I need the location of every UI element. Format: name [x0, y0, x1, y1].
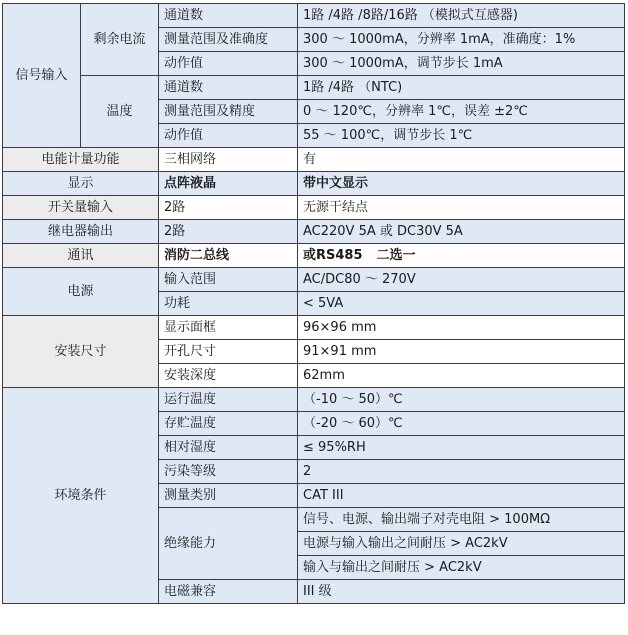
value-cell: 91×91 mm: [298, 340, 625, 364]
category-environment: 环境条件: [3, 388, 159, 604]
value-cell: CAT III: [298, 484, 625, 508]
param-cell: 开孔尺寸: [159, 340, 298, 364]
spec-table: [2, 3, 625, 604]
param-cell: 显示面框: [159, 316, 298, 340]
table-row: [3, 316, 625, 340]
category-relay-output: 继电器输出: [3, 220, 159, 244]
table-row: [3, 4, 625, 28]
value-cell: 300 ～ 1000mA，调节步长 1mA: [298, 52, 625, 76]
param-cell: 点阵液晶: [159, 172, 298, 196]
value-cell: （-10 ～ 50）℃: [298, 388, 625, 412]
param-cell: 污染等级: [159, 460, 298, 484]
value-cell: 信号、电源、输出端子对壳电阻 > 100MΩ: [298, 508, 625, 532]
value-cell: 300 ～ 1000mA，分辨率 1mA，准确度：1%: [298, 28, 625, 52]
value-cell: AC/DC80 ～ 270V: [298, 268, 625, 292]
value-cell: 55 ～ 100℃，调节步长 1℃: [298, 124, 625, 148]
value-cell: 输入与输出之间耐压 > AC2kV: [298, 556, 625, 580]
param-cell: 消防二总线: [159, 244, 298, 268]
value-option-b: 二选一: [376, 248, 416, 263]
value-cell: 电源与输入输出之间耐压 > AC2kV: [298, 532, 625, 556]
param-cell: 2路: [159, 196, 298, 220]
value-cell: 2: [298, 460, 625, 484]
table-row: [3, 148, 625, 172]
category-communication: 通讯: [3, 244, 159, 268]
value-cell: 带中文显示: [298, 172, 625, 196]
param-cell: 通道数: [159, 76, 298, 100]
value-cell: III 级: [298, 580, 625, 604]
param-cell: 功耗: [159, 292, 298, 316]
value-cell: 96×96 mm: [298, 316, 625, 340]
table-row: [3, 172, 625, 196]
param-cell: 运行温度: [159, 388, 298, 412]
value-cell: AC220V 5A 或 DC30V 5A: [298, 220, 625, 244]
value-cell: [298, 244, 625, 268]
param-cell: 存贮温度: [159, 412, 298, 436]
value-cell: < 5VA: [298, 292, 625, 316]
value-cell: 1路 /4路 /8路/16路 （模拟式互感器): [298, 4, 625, 28]
param-cell: 安装深度: [159, 364, 298, 388]
table-row: [3, 220, 625, 244]
param-cell: 2路: [159, 220, 298, 244]
param-cell: 输入范围: [159, 268, 298, 292]
category-display: 显示: [3, 172, 159, 196]
category-power: 电源: [3, 268, 159, 316]
table-row: [3, 268, 625, 292]
param-cell: 动作值: [159, 124, 298, 148]
category-energy: 电能计量功能: [3, 148, 159, 172]
table-row: [3, 76, 625, 100]
param-cell: 电磁兼容: [159, 580, 298, 604]
param-cell: 动作值: [159, 52, 298, 76]
table-row: [3, 244, 625, 268]
param-cell: 相对湿度: [159, 436, 298, 460]
category-switch-input: 开关量输入: [3, 196, 159, 220]
table-row: [3, 388, 625, 412]
param-cell: 测量范围及精度: [159, 100, 298, 124]
category-install: 安装尺寸: [3, 316, 159, 388]
subcategory-residual-current: 剩余电流: [81, 4, 159, 76]
table-row: [3, 196, 625, 220]
value-cell: 0 ～ 120℃，分辨率 1℃，误差 ±2℃: [298, 100, 625, 124]
value-cell: 有: [298, 148, 625, 172]
value-option-a: 或RS485: [303, 248, 363, 263]
category-signal-input: 信号输入: [3, 4, 81, 148]
param-cell-insulation: 绝缘能力: [159, 508, 298, 580]
subcategory-temperature: 温度: [81, 76, 159, 148]
value-cell: 1路 /4路 （NTC): [298, 76, 625, 100]
param-cell: 通道数: [159, 4, 298, 28]
param-cell: 测量范围及准确度: [159, 28, 298, 52]
param-cell: 测量类别: [159, 484, 298, 508]
value-cell: 无源干结点: [298, 196, 625, 220]
value-cell: ≤ 95%RH: [298, 436, 625, 460]
value-cell: （-20 ～ 60）℃: [298, 412, 625, 436]
param-cell: 三相网络: [159, 148, 298, 172]
value-cell: 62mm: [298, 364, 625, 388]
